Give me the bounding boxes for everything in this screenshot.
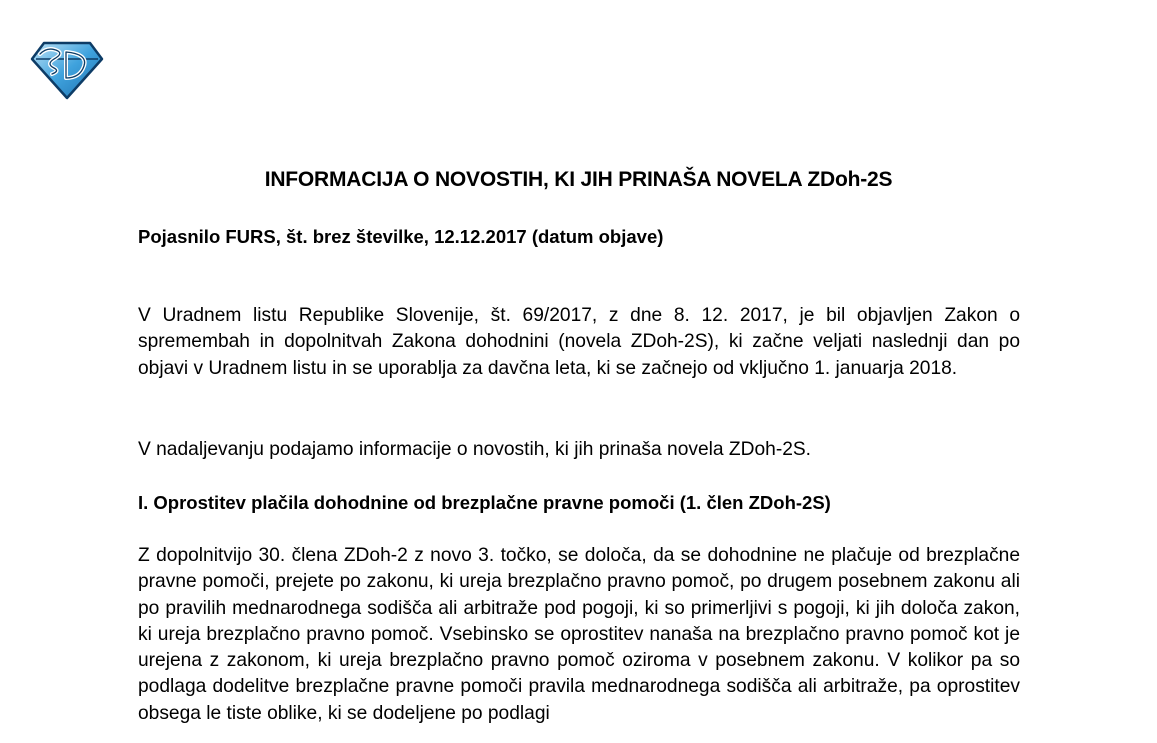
sd-logo-graphic	[30, 40, 104, 100]
document-title: INFORMACIJA O NOVOSTIH, KI JIH PRINAŠA NOVELA ZDoh-2S	[264, 168, 893, 191]
paragraph-section-body: Z dopolnitvijo 30. člena ZDoh-2 z novo 3. točko, se določa, da se dohodnine ne plačuje od brezplačne pravne pomoči, prejete po zakonu, ki ureja brezplačno pravno pomoč, po drugem posebnem zakonu ali po pravilih mednarodnega sodišča ali arbitraže pod pogoji, ki so primerljivi s pogoji, ki jih določa zakon, ki ureja brezplačno pravno pomoč. Vsebinsko se oprostitev nanaša na brezplačno pravno pomoč kot je urejena z zakonom, ki ureja brezplačno pravno pomoč oziroma v posebnem zakonu. V kolikor pa so podlaga dodelitve brezplačne pravne pomoči pravila mednarodnega sodišča ali arbitraže, pa oprostitev obsega le tiste oblike, ki se dodeljene po podlagi	[138, 545, 1020, 724]
document-subtitle: Pojasnilo FURS, št. brez številke, 12.12.2017 (datum objave)	[138, 226, 664, 247]
section-heading: I. Oprostitev plačila dohodnine od brezplačne pravne pomoči (1. člen ZDoh-2S)	[138, 492, 831, 513]
sd-diamond-logo	[30, 40, 104, 100]
paragraph-continuation: V nadaljevanju podajamo informacije o novostih, ki jih prinaša novela ZDoh-2S.	[138, 439, 812, 460]
paragraph-intro: V Uradnem listu Republike Slovenije, št. 69/2017, z dne 8. 12. 2017, je bil objavljen Zakon o spremembah in dopolnitvah Zakona dohodnini (novela ZDoh-2S), ki začne veljati naslednji dan po objavi v Uradnem listu in se uporablja za davčna leta, ki se začnejo od vključno 1. januarja 2018.	[138, 305, 1020, 379]
